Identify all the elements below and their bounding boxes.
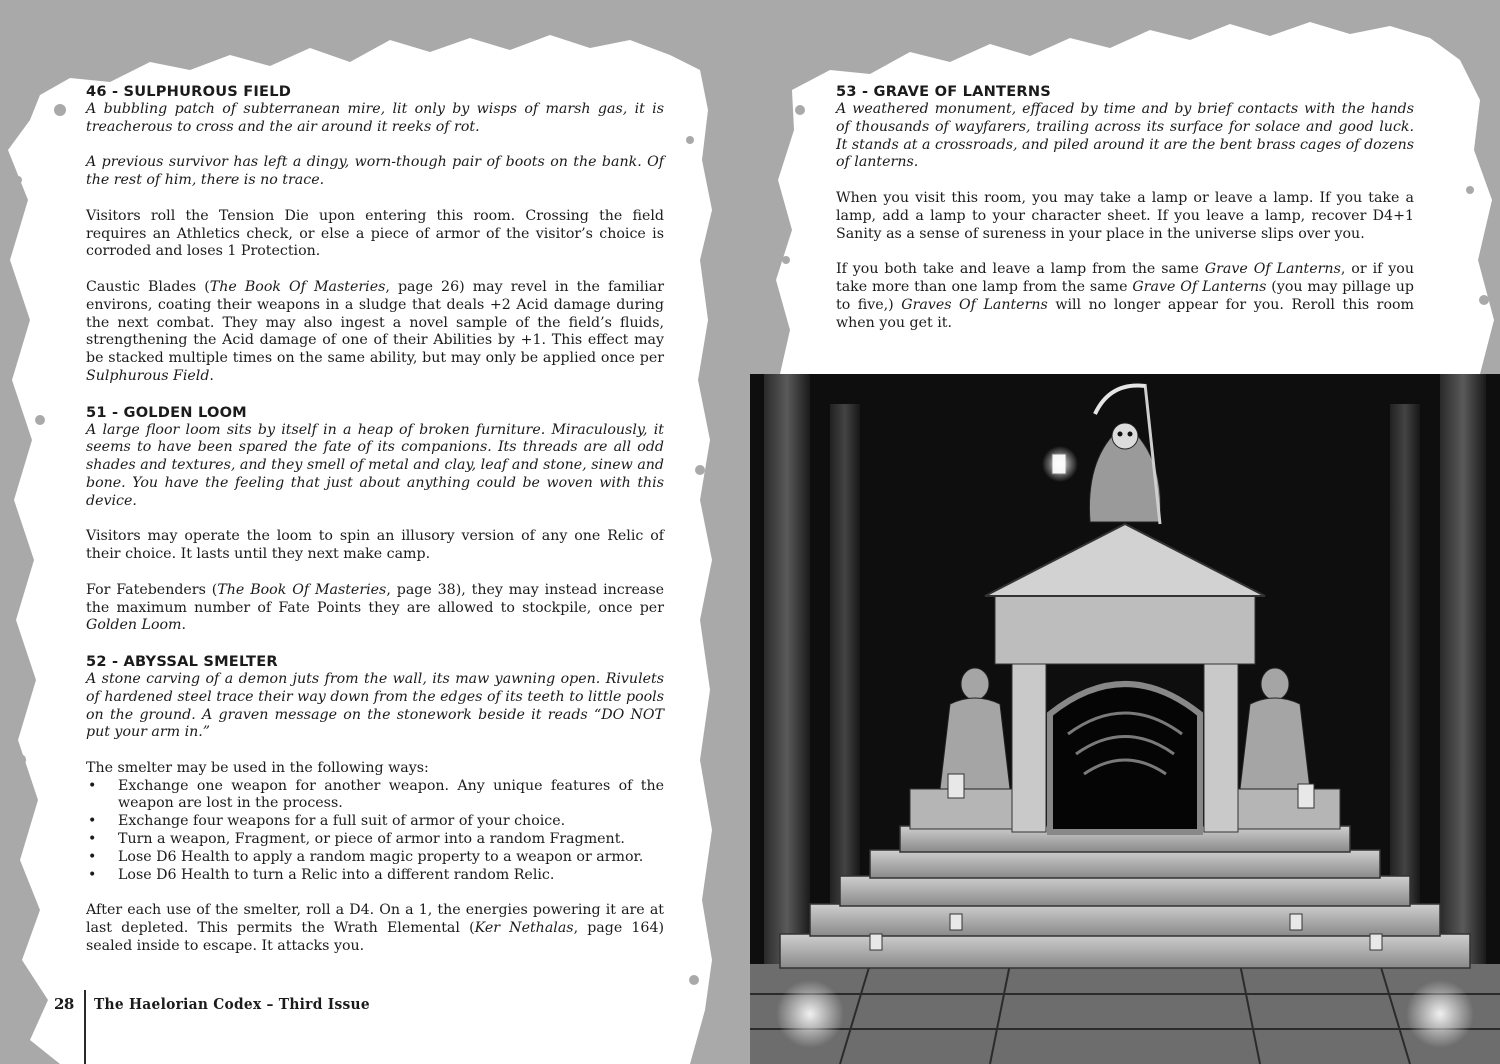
list-item: • Exchange one weapon for another weapon. Any unique features of the weapon are lost in the process. bbox=[86, 778, 664, 814]
room-reference: Grave Of Lanterns bbox=[1204, 261, 1341, 278]
room-53-flavor: A weathered monument, effaced by time and by brief contacts with the hands of thousands of wayfarers, trailing across its surface for solace and good luck. It stands at a crossroads, and piled around it are the bent brass cages of dozens of lanterns. bbox=[836, 101, 1414, 171]
room-51-fatebenders: For Fatebenders (The Book Of Masteries, page 38), they may instead increase the maximum number of Fate Points they are allowed to stockpile, once per Golden Loom. bbox=[86, 581, 665, 634]
room-46-flavor-2: A previous survivor has left a dingy, worn-though pair of boots on the bank. Of the rest of him, there is no trace. bbox=[86, 154, 664, 189]
room-52-after-use: After each use of the smelter, roll a D4. On a 1, the energies powering it are at last depleted. This permits the Wrath Elemental (Ker Nethalas, page 164) sealed inside to escape. It attacks you. bbox=[86, 902, 664, 954]
room-52-heading: 52 - ABYSSAL SMELTER bbox=[86, 652, 278, 670]
room-46-rules: Visitors roll the Tension Die upon entering this room. Crossing the field requires an Athletics check, or else a piece of armor of the visitor’s choice is corroded and loses 1 Protection. bbox=[86, 207, 664, 260]
book-reference: The Book Of Masteries bbox=[217, 581, 387, 598]
column-icon bbox=[764, 374, 810, 974]
right-column bbox=[836, 83, 1414, 350]
list-item: • Exchange four weapons for a full suit of armor of your choice. bbox=[86, 813, 664, 831]
list-item: • Turn a weapon, Fragment, or piece of armor into a random Fragment. bbox=[86, 831, 664, 849]
grave-of-lanterns-illustration bbox=[750, 374, 1500, 1064]
book-reference: The Book Of Masteries bbox=[209, 278, 386, 295]
footer-divider bbox=[84, 990, 86, 1064]
column-icon bbox=[1440, 374, 1486, 974]
room-46-caustic-blades: Caustic Blades (The Book Of Masteries, page 26) may revel in the familiar environs, coating their weapons in a sludge that deals +2 Acid damage during the next combat. They may also ingest a novel sample of the field’s fluids, strengthening the Acid damage of one of their Abilities by +1. This effect may be stacked multiple times on the same ability, but may only be applied once per Sulphurous Field. bbox=[86, 278, 665, 384]
room-reference: Golden Loom bbox=[86, 617, 182, 634]
room-46-flavor-1: A bubbling patch of subterranean mire, lit only by wisps of marsh gas, it is treacherous to cross and the air around it reeks of rot. bbox=[86, 101, 664, 135]
room-46-section bbox=[86, 83, 664, 386]
room-46-heading: 46 - SULPHUROUS FIELD bbox=[86, 83, 292, 100]
right-page bbox=[750, 0, 1500, 1064]
room-52-intro: The smelter may be used in the following ways: bbox=[86, 759, 429, 776]
room-reference: Grave Of Lanterns bbox=[1132, 278, 1267, 295]
room-reference: Sulphurous Field bbox=[86, 367, 210, 384]
left-column bbox=[86, 83, 664, 973]
page-footer bbox=[54, 990, 394, 1064]
room-reference: Graves Of Lanterns bbox=[901, 296, 1048, 313]
book-reference: Ker Nethalas bbox=[474, 920, 574, 937]
list-item: • Lose D6 Health to turn a Relic into a different random Relic. bbox=[86, 867, 664, 885]
room-51-heading: 51 - GOLDEN LOOM bbox=[86, 403, 247, 421]
room-52-flavor: A stone carving of a demon juts from the wall, its maw yawning open. Rivulets of hardened steel trace their way down from the edges of its teeth to little pools on the ground. A graven message on the stonework beside it reads “DO NOT put your arm in.” bbox=[86, 670, 664, 741]
room-53-limits: If you both take and leave a lamp from the same Grave Of Lanterns, or if you take more than one lamp from the same Grave Of Lanterns (you may pillage up to five,) Graves Of Lanterns will no longer appear for you. Reroll this room when you get it. bbox=[836, 261, 1415, 331]
room-53-rules: When you visit this room, you may take a lamp or leave a lamp. If you take a lamp, add a lamp to your character sheet. If you leave a lamp, recover D4+1 Sanity as a sense of sureness in your place in the universe slips over you. bbox=[836, 189, 1414, 242]
running-title: The Haelorian Codex – Third Issue bbox=[94, 995, 370, 1013]
page-number: 28 bbox=[54, 995, 74, 1013]
room-52-section bbox=[86, 653, 664, 956]
room-51-flavor: A large floor loom sits by itself in a heap of broken furniture. Miraculously, it seems to have been spared the fate of its companions. Its threads are all odd shades and textures, and they smell of metal and clay, leaf and stone, sinew and bone. You have the feeling that just about anything could be woven with this device. bbox=[86, 421, 664, 509]
smelter-options-list bbox=[86, 778, 664, 885]
room-51-section bbox=[86, 404, 664, 636]
room-53-heading: 53 - GRAVE OF LANTERNS bbox=[836, 83, 1051, 100]
room-53-section bbox=[836, 83, 1414, 332]
room-51-rules: Visitors may operate the loom to spin an illusory version of any one Relic of their choice. It lasts until they next make camp. bbox=[86, 528, 664, 563]
list-item: • Lose D6 Health to apply a random magic property to a weapon or armor. bbox=[86, 849, 664, 867]
